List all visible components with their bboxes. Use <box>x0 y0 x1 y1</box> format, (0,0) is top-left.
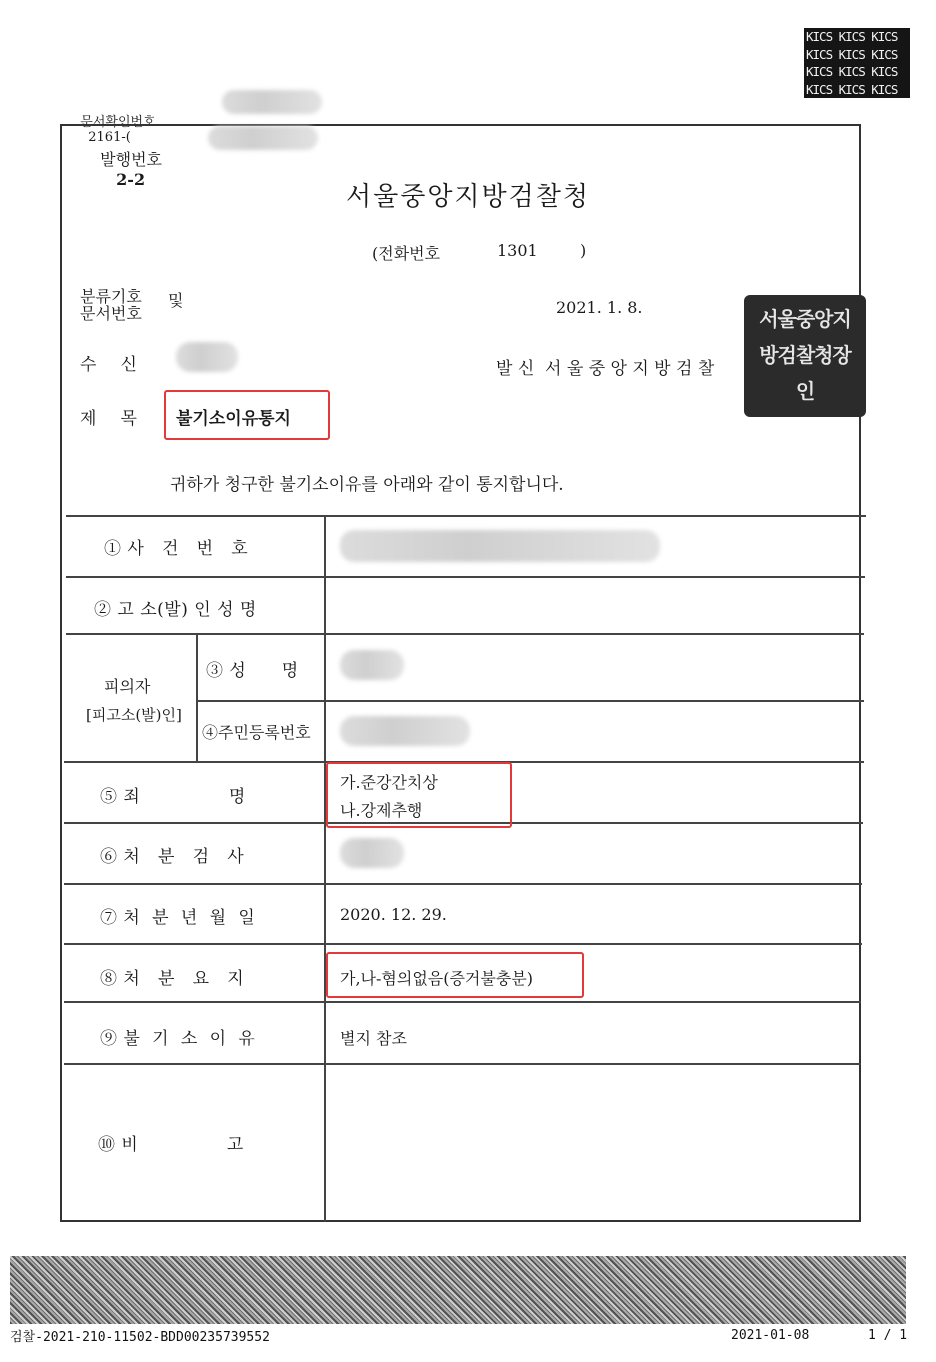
footer-doc-code: 검찰-2021-210-11502-BDD00235739552 <box>10 1330 270 1345</box>
redaction <box>176 342 238 372</box>
suspect-group-sublabel: [피고소(발)인] <box>86 706 182 724</box>
classification-label-line2: 문서번호 <box>80 304 142 323</box>
issue-value: 2-2 <box>116 170 146 189</box>
disposition-date-label: ⑦ 처 분 년 월 일 <box>100 908 256 928</box>
disposition-date-value: 2020. 12. 29. <box>340 905 447 924</box>
table-line <box>64 883 862 885</box>
redaction <box>222 90 322 114</box>
redaction <box>340 838 404 868</box>
doc-check-label: 문서확인번호 <box>80 115 156 130</box>
seal-text: 서울중앙지방검찰청장인 <box>759 307 851 403</box>
subject-label: 제 목 <box>80 409 138 429</box>
table-column-divider <box>196 634 198 762</box>
official-seal <box>744 295 866 417</box>
non-prosecution-reason-label: ⑨ 불 기 소 이 유 <box>100 1029 256 1049</box>
charge-label: ⑤ 죄 명 <box>100 787 246 807</box>
classification-label <box>80 288 142 322</box>
phone-value: 1301 <box>497 241 538 260</box>
disposition-gist-label: ⑧ 처 분 요 지 <box>100 969 245 989</box>
redaction <box>340 716 470 746</box>
classification-and: 및 <box>168 291 184 310</box>
case-number-label: ① 사 건 번 호 <box>104 539 249 559</box>
office-title: 서울중앙지방검찰청 <box>345 182 591 212</box>
intro-text: 귀하가 청구한 불기소이유를 아래와 같이 통지합니다. <box>170 475 564 495</box>
rrn-label: ④주민등록번호 <box>202 723 311 742</box>
prosecutor-label: ⑥ 처 분 검 사 <box>100 847 245 867</box>
phone-label: (전화번호 <box>372 244 441 263</box>
table-line <box>64 943 862 945</box>
charge-item-2: 나.강제추행 <box>340 801 423 820</box>
redaction <box>208 126 318 150</box>
table-line <box>66 576 865 578</box>
charge-item-1: 가.준강간치상 <box>340 773 438 792</box>
table-line <box>64 1001 861 1003</box>
table-line <box>66 633 864 635</box>
complainant-label: ② 고 소(발) 인 성 명 <box>94 600 257 620</box>
name-label: ③ 성 명 <box>206 661 299 681</box>
non-prosecution-reason-value: 별지 참조 <box>340 1029 407 1048</box>
disposition-gist-value: 가,나-혐의없음(증거불충분) <box>340 969 533 988</box>
table-line <box>64 1063 861 1065</box>
issue-label: 발행번호 <box>100 150 162 169</box>
recipient-label: 수 신 <box>80 355 138 375</box>
redaction <box>340 530 660 562</box>
redaction <box>340 650 404 680</box>
barcode-strip <box>10 1256 906 1324</box>
phone-close: ) <box>580 241 587 260</box>
kics-watermark: KICS KICS KICS KICS KICS KICS KICS KICS KICS KICS KICS KICS <box>804 28 910 98</box>
table-line <box>66 515 866 517</box>
classification-label-line1: 분류기호 <box>80 287 142 306</box>
suspect-group-label: 피의자 <box>104 677 151 696</box>
footer-page-number: 1 / 1 <box>868 1328 908 1343</box>
issue-date: 2021. 1. 8. <box>556 298 643 317</box>
table-line <box>196 700 864 702</box>
doc-check-value: 2161-( <box>88 130 131 145</box>
note-label: ⑩ 비 고 <box>98 1135 244 1155</box>
subject-value: 불기소이유통지 <box>176 409 291 429</box>
footer-print-date: 2021-01-08 <box>731 1328 810 1343</box>
sender: 발 신 서 울 중 앙 지 방 검 찰 <box>496 359 715 379</box>
table-column-divider <box>324 516 326 1222</box>
